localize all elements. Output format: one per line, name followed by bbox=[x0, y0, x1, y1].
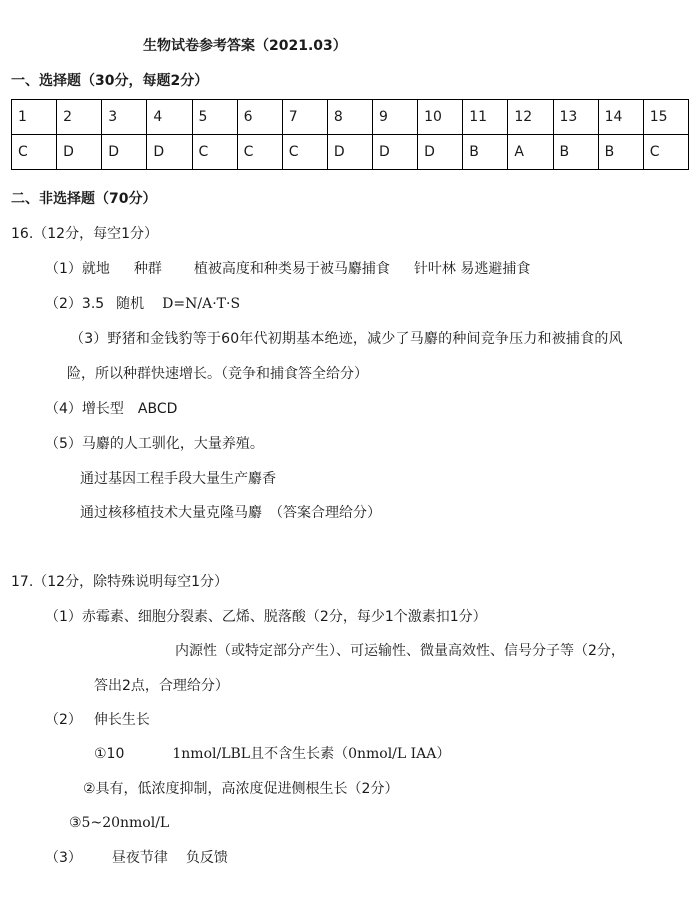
q17-a2-b: 伸长生长 bbox=[93, 712, 150, 728]
answer-table bbox=[11, 99, 689, 170]
q17-answer-1-line-2: 内源性（或特定部分产生）、可运输性、微量高效性、信号分子等（2分， bbox=[175, 643, 625, 659]
answer-cell: A bbox=[508, 135, 553, 170]
question-number: 1 bbox=[12, 100, 57, 135]
question-number: 12 bbox=[508, 100, 553, 135]
q16-answer-3-line-1: （3）野猪和金钱豹等于60年代初期基本绝迹，减少了马麝的种间竞争压力和被捕食的风 bbox=[70, 331, 623, 347]
page-title: 生物试卷参考答案（2021.03） bbox=[143, 38, 347, 54]
answer-cell: C bbox=[643, 135, 688, 170]
q16-a2-b: 随机 bbox=[116, 296, 145, 312]
q17-a2-label: （2） bbox=[45, 712, 82, 728]
q16-a2-c: D=N/A·T·S bbox=[162, 296, 241, 312]
q17-a3-b: 昼夜节律 bbox=[111, 850, 168, 866]
q16-a1-d: 针叶林 易逃避捕食 bbox=[413, 261, 531, 277]
q16-heading: 16.（12分，每空1分） bbox=[11, 226, 158, 242]
answer-cell: B bbox=[463, 135, 508, 170]
q16-answer-5-line-1: （5）马麝的人工驯化，大量养殖。 bbox=[45, 436, 264, 452]
question-number: 8 bbox=[327, 100, 372, 135]
q16-answer-4: （4）增长型 ABCD bbox=[45, 401, 178, 417]
table-row-numbers bbox=[12, 100, 689, 135]
q17-heading: 17.（12分，除特殊说明每空1分） bbox=[11, 574, 228, 590]
q16-answer-2 bbox=[45, 294, 240, 314]
q17-a2-i-label: ①10 bbox=[94, 746, 125, 762]
q17-answer-2-ii: ②具有，低浓度抑制，高浓度促进侧根生长（2分） bbox=[83, 781, 399, 797]
answer-cell: D bbox=[147, 135, 192, 170]
question-number: 10 bbox=[418, 100, 463, 135]
q17-answer-1-line-3: 答出2点，合理给分） bbox=[94, 678, 229, 694]
answer-cell: D bbox=[373, 135, 418, 170]
question-number: 14 bbox=[598, 100, 643, 135]
section-2-heading: 二、非选择题（70分） bbox=[11, 191, 157, 207]
question-number: 3 bbox=[102, 100, 147, 135]
q17-answer-3 bbox=[45, 848, 228, 868]
q17-answer-2 bbox=[45, 710, 150, 730]
question-number: 9 bbox=[373, 100, 418, 135]
question-number: 7 bbox=[282, 100, 327, 135]
q16-answer-1 bbox=[45, 259, 530, 279]
question-number: 4 bbox=[147, 100, 192, 135]
q16-a1-b: 种群 bbox=[133, 261, 162, 277]
question-number: 6 bbox=[237, 100, 282, 135]
answer-cell: D bbox=[327, 135, 372, 170]
answer-cell: C bbox=[237, 135, 282, 170]
question-number: 11 bbox=[463, 100, 508, 135]
q16-a1-label: （1）就地 bbox=[45, 261, 110, 277]
question-number: 2 bbox=[57, 100, 102, 135]
answer-cell: D bbox=[57, 135, 102, 170]
q17-answer-2-i bbox=[94, 744, 450, 764]
question-number: 15 bbox=[643, 100, 688, 135]
question-number: 13 bbox=[553, 100, 598, 135]
table-row-answers bbox=[12, 135, 689, 170]
q16-answer-3-line-2: 险，所以种群快速增长。（竞争和捕食答全给分） bbox=[67, 366, 368, 382]
answer-cell: D bbox=[418, 135, 463, 170]
answer-cell: C bbox=[192, 135, 237, 170]
q16-a2-label: （2）3.5 bbox=[45, 296, 105, 312]
answer-cell: B bbox=[598, 135, 643, 170]
question-number: 5 bbox=[192, 100, 237, 135]
q17-a3-c: 负反馈 bbox=[185, 850, 228, 866]
q16-answer-5-line-2: 通过基因工程手段大量生产麝香 bbox=[80, 471, 276, 487]
q16-a1-c: 植被高度和种类易于被马麝捕食 bbox=[193, 261, 390, 277]
answer-cell: C bbox=[12, 135, 57, 170]
q17-a3-label: （3） bbox=[45, 850, 82, 866]
answer-cell: C bbox=[282, 135, 327, 170]
section-1-heading: 一、选择题（30分，每题2分） bbox=[11, 73, 209, 89]
q17-answer-1-line-1: （1）赤霉素、细胞分裂素、乙烯、脱落酸（2分，每少1个激素扣1分） bbox=[45, 609, 487, 625]
q17-answer-2-iii: ③5~20nmol/L bbox=[69, 815, 170, 831]
answer-cell: D bbox=[102, 135, 147, 170]
answer-cell: B bbox=[553, 135, 598, 170]
q16-answer-5-line-3: 通过核移植技术大量克隆马麝 （答案合理给分） bbox=[80, 505, 381, 521]
q17-a2-i-b: 1nmol/LBL且不含生长素（0nmol/L IAA） bbox=[172, 746, 451, 762]
